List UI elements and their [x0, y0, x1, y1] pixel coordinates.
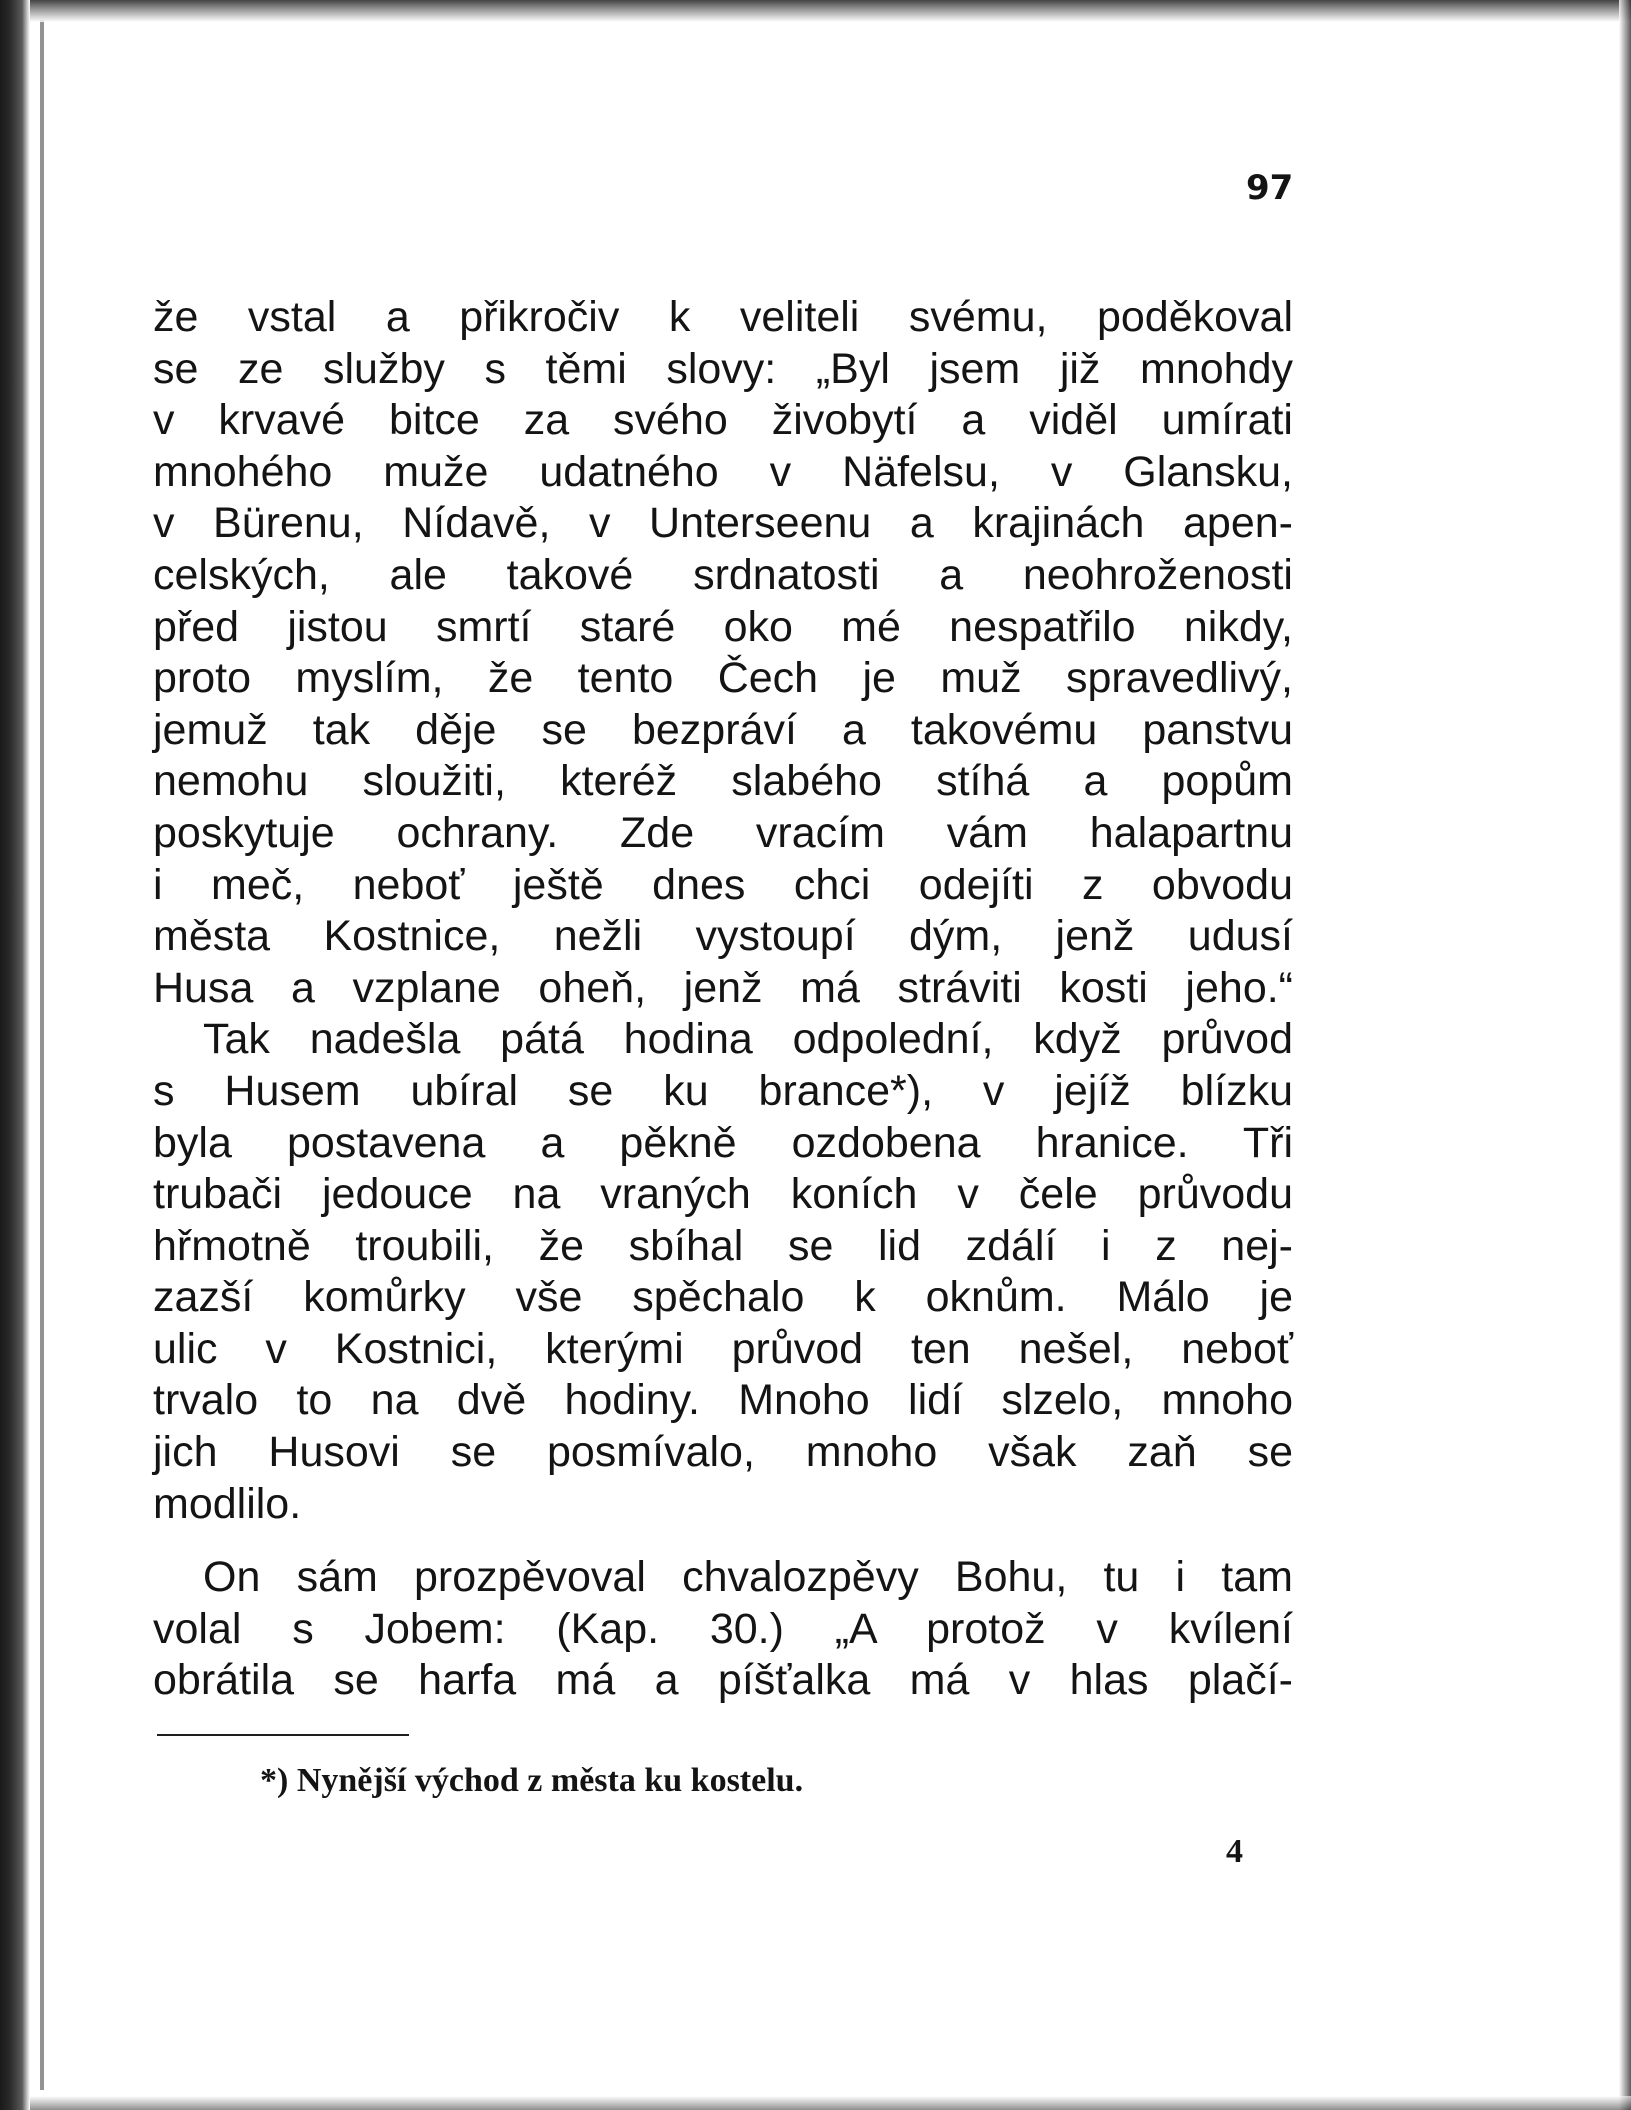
text-line: že vstal a přikročiv k veliteli svému, poděkoval [153, 293, 1293, 341]
text-line: města Kostnice, nežli vystoupí dým, jenž udusí [153, 912, 1293, 961]
footnote-rule [157, 1734, 409, 1736]
text-line: trvalo to na dvě hodiny. Mnoho lidí slzelo, mnoho [153, 1376, 1293, 1425]
signature-mark: 4 [1226, 1833, 1243, 1870]
text-line: hřmotně troubili, že sbíhal se lid zdálí i z nej- [153, 1221, 1293, 1270]
paragraph-gap [153, 1530, 1293, 1552]
binding-edge-shadow [0, 0, 30, 2110]
body-text [153, 292, 1293, 1707]
page-number: 97 [1246, 168, 1294, 208]
text-line: před jistou smrtí staré oko mé nespatřilo nikdy, [153, 602, 1293, 651]
text-line: se ze služby s těmi slovy: „Byl jsem již mnohdy [153, 344, 1293, 393]
text-line: v Bürenu, Nídavě, v Unterseenu a krajinách apen- [153, 499, 1293, 548]
paragraph-3 [153, 1552, 1293, 1707]
text-line: mnohého muže udatného v Näfelsu, v Glansku, [153, 447, 1293, 496]
text-line: poskytuje ochrany. Zde vracím vám halapartnu [153, 808, 1293, 857]
text-line: jich Husovi se posmívalo, mnoho však zaň se [153, 1428, 1293, 1477]
text-line: nemohu sloužiti, kteréž slabého stíhá a popům [153, 757, 1293, 806]
text-line: celských, ale takové srdnatosti a neohroženosti [153, 550, 1293, 599]
footnote: *) Nynější východ z města ku kostelu. [260, 1762, 804, 1799]
text-line: obrátila se harfa má a píšťalka má v hlas plačí- [153, 1656, 1293, 1705]
bottom-edge-shadow [30, 2096, 1631, 2110]
paragraph-1 [153, 292, 1293, 1014]
right-edge-shadow [1619, 0, 1631, 2110]
text-line: s Husem ubíral se ku brance*), v jejíž blízku [153, 1066, 1293, 1115]
binding-line [40, 20, 44, 2090]
text-line: byla postavena a pěkně ozdobena hranice. Tři [153, 1118, 1293, 1167]
text-line: zazší komůrky vše spěchalo k oknům. Málo je [153, 1273, 1293, 1322]
text-line: trubači jedouce na vraných koních v čele průvodu [153, 1170, 1293, 1219]
text-line: modlilo. [153, 1479, 302, 1528]
text-line: Tak nadešla pátá hodina odpolední, když průvod [203, 1015, 1293, 1064]
text-line: ulic v Kostnici, kterými průvod ten nešel, neboť [153, 1324, 1293, 1373]
text-line: Husa a vzplane oheň, jenž má stráviti kosti jeho.“ [153, 963, 1293, 1012]
top-edge-shadow [30, 0, 1631, 22]
text-line: volal s Jobem: (Kap. 30.) „A protož v kvílení [153, 1604, 1293, 1653]
text-line: proto myslím, že tento Čech je muž spravedlivý, [153, 654, 1293, 703]
text-line: jemuž tak děje se bezpráví a takovému panstvu [153, 705, 1293, 754]
text-line: i meč, neboť ještě dnes chci odejíti z obvodu [153, 860, 1293, 909]
text-line: On sám prozpěvoval chvalozpěvy Bohu, tu i tam [203, 1553, 1293, 1602]
text-line: v krvavé bitce za svého živobytí a viděl umírati [153, 396, 1293, 445]
paragraph-2 [153, 1014, 1293, 1530]
